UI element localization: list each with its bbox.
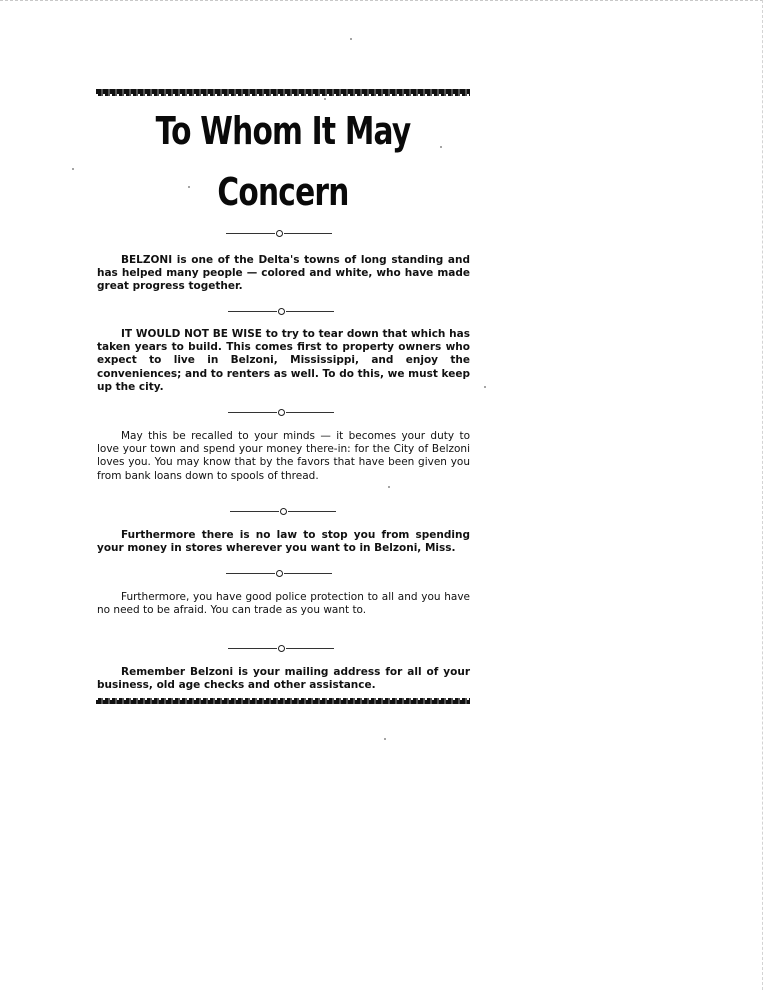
scan-speck bbox=[188, 186, 190, 188]
paragraph-recall-duty: May this be recalled to your minds — it becomes your duty to love your town and spend your money there-in: for the City of Belzoni loves you. You may know that by the favors that have been given you from bank loans down to spools of thread. bbox=[97, 430, 470, 482]
section-divider bbox=[228, 306, 334, 316]
bottom-border-ornament bbox=[96, 698, 470, 704]
headline-line-2: Concern bbox=[217, 170, 349, 214]
scan-speck bbox=[388, 486, 390, 488]
section-divider bbox=[228, 643, 334, 653]
section-divider bbox=[228, 407, 334, 417]
scan-speck bbox=[384, 738, 386, 740]
scan-speck bbox=[324, 98, 326, 100]
paragraph-police-protection: Furthermore, you have good police protection to all and you have no need to be afraid. You can trade as you want to. bbox=[97, 591, 470, 617]
paragraph-not-wise: IT WOULD NOT BE WISE to try to tear down that which has taken years to build. This comes first to property owners who expect to live in Belzoni, Mississippi, and enjoy the conveniences; and to renters as well. To do this, we must keep up the city. bbox=[97, 328, 470, 393]
section-divider bbox=[226, 568, 332, 578]
scan-speck bbox=[484, 386, 486, 388]
section-divider bbox=[226, 228, 332, 238]
top-border-ornament bbox=[96, 89, 470, 96]
scan-top-edge bbox=[0, 0, 763, 2]
paragraph-mailing-address: Remember Belzoni is your mailing address for all of your business, old age checks and other assistance. bbox=[97, 666, 470, 692]
scan-speck bbox=[72, 168, 74, 170]
scan-speck bbox=[350, 38, 352, 40]
paragraph-no-law: Furthermore there is no law to stop you from spending your money in stores wherever you want to in Belzoni, Miss. bbox=[97, 529, 470, 555]
scan-speck bbox=[440, 146, 442, 148]
paragraph-belzoni-history: BELZONI is one of the Delta's towns of long standing and has helped many people — colored and white, who have made great progress together. bbox=[97, 254, 470, 293]
headline-line-1: To Whom It May bbox=[155, 109, 411, 153]
section-divider bbox=[230, 506, 336, 516]
